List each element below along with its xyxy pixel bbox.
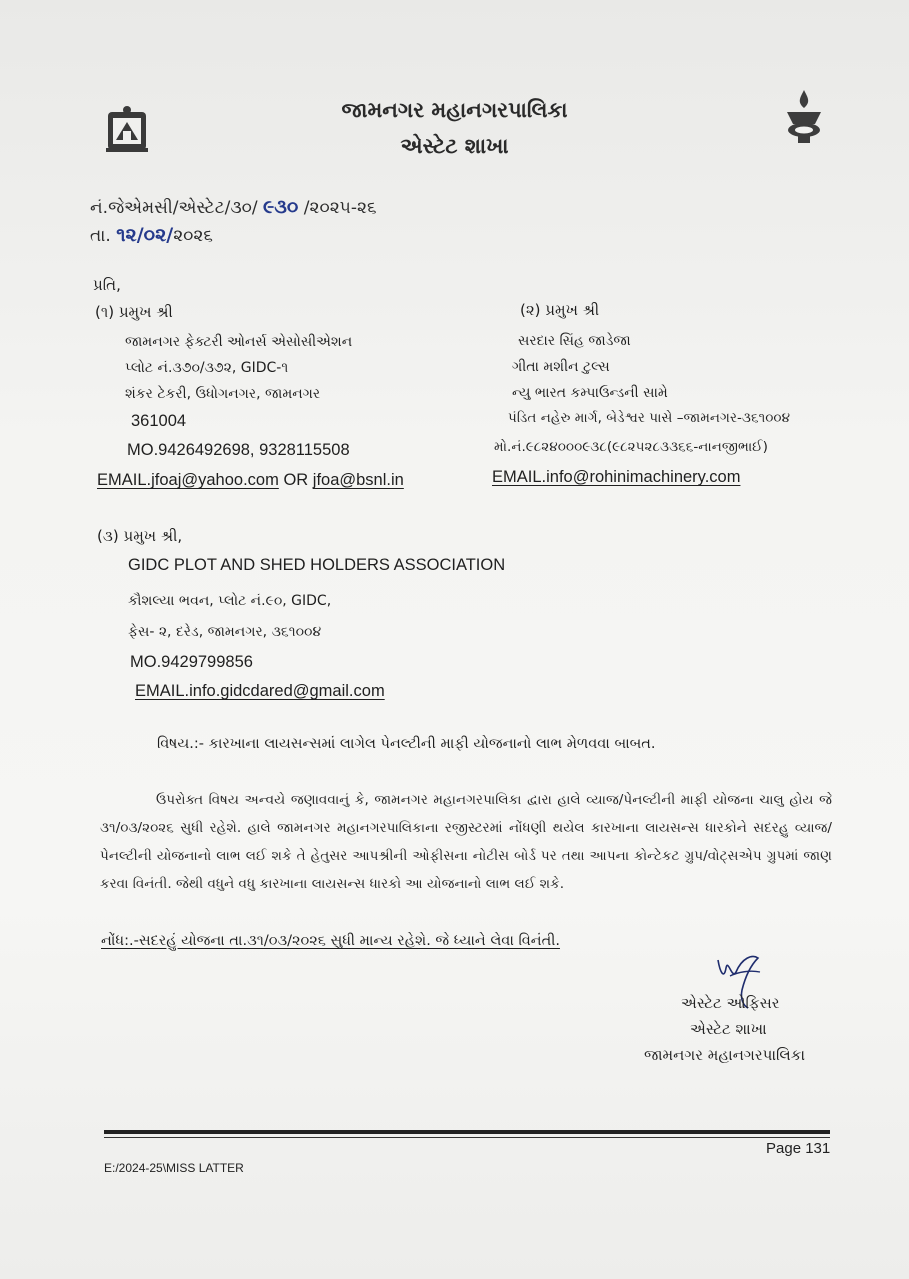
recipient1-email-secondary[interactable]: jfoa@bsnl.in — [312, 471, 404, 489]
signature-corporation: જામનગર મહાનગરપાલિકા — [644, 1046, 805, 1064]
recipient2-line: ગીતા મશીન ટુલ્સ — [512, 359, 610, 375]
reference-suffix: /૨૦૨૫-૨૬ — [303, 198, 377, 218]
recipient1-pincode: 361004 — [131, 412, 187, 430]
recipient3-title: (૩) પ્રમુખ શ્રી, — [97, 527, 183, 545]
reference-date — [90, 224, 213, 246]
recipient1-title: (૧) પ્રમુખ શ્રી — [95, 303, 173, 321]
recipient3-line: ફેસ- ૨, દરેડ, જામનગર, ૩૬૧૦૦૪ — [128, 624, 322, 640]
recipient1-line: શંકર ટેકરી, ઉધોગનગર, જામનગર — [125, 386, 321, 402]
recipient3-org: GIDC PLOT AND SHED HOLDERS ASSOCIATION — [128, 556, 506, 574]
recipient2-line: ન્યુ ભારત કમ્પાઉન્ડની સામે — [512, 385, 668, 401]
body-paragraph: ઉપરોક્ત વિષય અન્વયે જણાવવાનું કે, જામનગર મહાનગરપાલિકા દ્વારા હાલે વ્યાજ/પેનલ્ટીની માફી યોજના ચાલુ હોય જે ૩૧/૦૩/૨૦૨૬ સુધી રહેશે. હાલે જામનગર મહાનગરપાલિકાના રજીસ્ટરમાં નોંધણી થયેલ કારખાના લાયસન્સ ધારકોને સદરહુ વ્યાજ/પેનલ્ટીની યોજનાનો લાભ લઈ શકે તે હેતુસર આપશ્રીની ઓફીસના નોટીસ બોર્ડ પર તથા આપના કોન્ટેકટ ગ્રુપ/વોટ્સએપ ગ્રુપમાં જાણ કરવા વિનંતી. જેથી વધુને વધુ કારખાના લાયસન્સ ધારકો આ યોજનાનો લાભ લઈ શકે. — [100, 792, 832, 892]
recipient2-line: સરદાર સિંહ જાડેજા — [518, 333, 631, 349]
recipient2-email[interactable]: EMAIL.info@rohinimachinery.com — [492, 468, 741, 486]
signature-designation: એસ્ટેટ ઓફિસર — [681, 994, 780, 1012]
recipient2-title: (૨) પ્રમુખ શ્રી — [520, 301, 600, 319]
recipient1-line: પ્લોટ નં.૩૭૦/૩૭૨, GIDC-૧ — [125, 360, 289, 376]
to-label: પ્રતિ, — [93, 276, 121, 294]
date-year: ૨૦૨૬ — [173, 226, 213, 246]
recipient3-line: કૌશલ્યા ભવન, પ્લોટ નં.૯૦, GIDC, — [128, 593, 332, 609]
recipient2-line: પંડિત નહેરુ માર્ગ, બેડેશ્વર પાસે –જામનગર-૩૬૧૦૦૪ — [508, 410, 791, 426]
recipient1-line: જામનગર ફેક્ટરી ઓનર્સ એસોસીએશન — [125, 334, 353, 350]
footer-rule-thick — [104, 1130, 830, 1134]
branch-name: એસ્ટેટ શાખા — [400, 134, 509, 158]
date-handwritten: ૧૨/૦૨/ — [116, 224, 174, 246]
recipient1-email-primary[interactable]: EMAIL.jfoaj@yahoo.com — [97, 471, 279, 489]
reference-number — [90, 196, 377, 218]
recipient1-email-or: OR — [283, 471, 309, 489]
reference-prefix: નં.જેએમસી/એસ્ટેટ/૩૦/ — [90, 198, 258, 218]
corporation-name: જામનગર મહાનગરપાલિકા — [341, 98, 568, 122]
recipient2-mobile: મો.નં.૯૮૨૪૦૦૦૯૩૮(૯૮૨૫૨૮૩૩૬૬-નાનજીભાઈ) — [494, 439, 768, 455]
footer-rule-thin — [104, 1137, 830, 1138]
reference-handwritten: ૯૩૦ — [263, 196, 299, 218]
recipient3-mobile: MO.9429799856 — [130, 653, 253, 671]
recipient3-email[interactable]: EMAIL.info.gidcdared@gmail.com — [135, 682, 385, 700]
file-path: E:/2024-25\MISS LATTER — [104, 1161, 244, 1175]
recipient1-mobile: MO.9426492698, 9328115508 — [127, 441, 350, 459]
date-label: તા. — [90, 226, 111, 246]
page-number: Page 131 — [766, 1140, 831, 1157]
note-line: નોંધ:.-સદરહું યોજના તા.૩૧/૦૩/૨૦૨૬ સુધી માન્ય રહેશે. જે ધ્યાને લેવા વિનંતી. — [101, 933, 560, 949]
subject-line: વિષય.:- કારખાના લાયસન્સમાં લાગેલ પેનલ્ટીની માફી યોજનાનો લાભ મેળવવા બાબત. — [157, 736, 656, 752]
signature-branch: એસ્ટેટ શાખા — [690, 1020, 767, 1038]
recipient1-email — [97, 471, 404, 490]
